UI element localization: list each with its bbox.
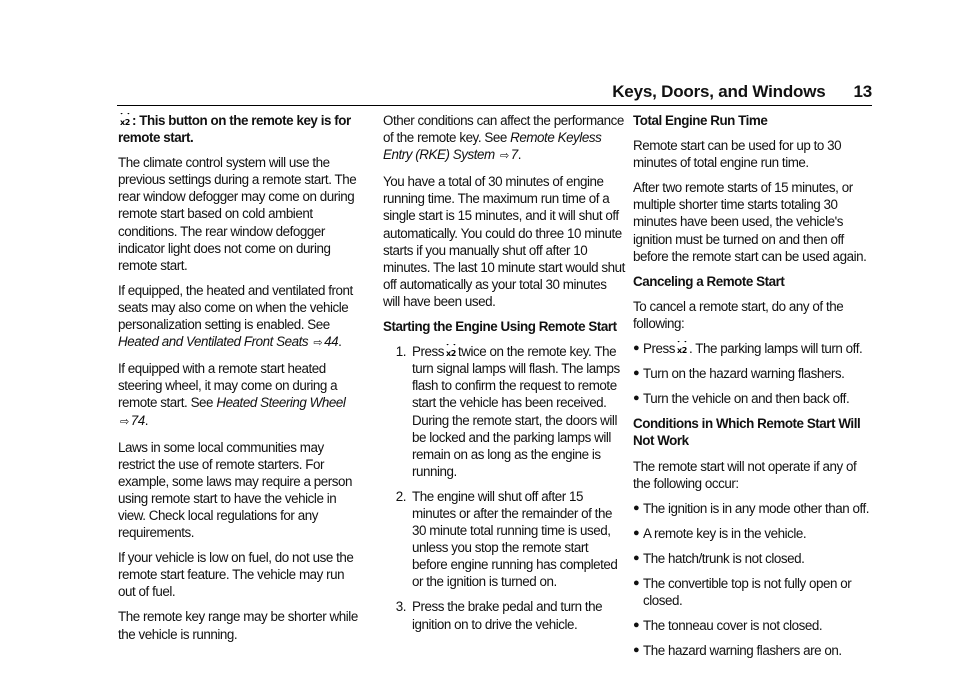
list-item: ● A remote key is in the vehicle.	[633, 525, 807, 541]
cancel-list	[633, 340, 875, 407]
list-item: ● Turn the vehicle on and then back off.	[633, 391, 850, 407]
starting-heading: Starting the Engine Using Remote Start	[383, 319, 617, 335]
bullet-icon: ●	[633, 526, 640, 539]
list-item: ● The hazard warning flashers are on.	[633, 643, 842, 659]
svg-text:x2: x2	[445, 349, 456, 359]
page-ref-icon: ⇨	[499, 150, 509, 163]
conditions-intro: The remote start will not operate if any of the following occur:	[633, 458, 857, 491]
list-item: 2. The engine will shut off after 15 minutes or after the remainder of the 30 minute total running time is used, unless you stop the remote start before engine running has completed or the ignition is turned on.	[395, 488, 618, 590]
bullet-icon: ●	[633, 551, 640, 564]
list-item: ● The hatch/trunk is not closed.	[633, 550, 805, 566]
bullet-icon: ●	[633, 342, 640, 355]
column-1	[118, 112, 360, 651]
page-header	[612, 82, 872, 102]
bullet-icon: ●	[633, 501, 640, 514]
list-item: ● The tonneau cover is not closed.	[633, 618, 823, 634]
list-item: 3. Press the brake pedal and turn the ignition on to drive the vehicle.	[395, 599, 603, 632]
total-run-time-heading: Total Engine Run Time	[633, 113, 768, 128]
cancel-intro: To cancel a remote start, do any of the following:	[633, 298, 844, 331]
remote-start-icon	[118, 113, 132, 127]
column-3	[633, 112, 875, 667]
page-number: 13	[853, 82, 872, 101]
climate-paragraph: The climate control system will use the previous settings during a remote start. The rear window defogger may come on during remote start based on cold ambient conditions. The rear window defogger indicator light does not come on during remote start.	[118, 155, 357, 273]
fuel-paragraph: If your vehicle is low on fuel, do not use the remote start feature. The vehicle may run out of fuel.	[118, 550, 354, 600]
list-item: ● The ignition is in any mode other than off.	[633, 500, 870, 516]
svg-text:x2: x2	[676, 346, 687, 356]
header-rule	[117, 105, 872, 106]
run-time-paragraph: You have a total of 30 minutes of engine running time. The maximum run time of a single start is 15 minutes, and it will shut off automatically. You could do three 10 minute starts if you manually shut off after 10 minutes. The last 10 minute start would shut off automatically as your total 30 minutes will have been used.	[383, 174, 625, 309]
column-2	[383, 112, 625, 641]
bullet-icon: ●	[633, 367, 640, 380]
remote-start-icon	[444, 344, 458, 358]
list-item: ● Press x2 . The parking lamps will turn off.	[633, 341, 863, 357]
section-title: Keys, Doors, and Windows	[612, 82, 826, 101]
remote-start-icon	[675, 341, 689, 355]
start-steps	[383, 343, 625, 633]
list-item: ● Turn on the hazard warning flashers.	[633, 366, 845, 382]
heated-seats-link[interactable]: Heated and Ventilated Front Seats	[118, 334, 309, 350]
svg-text:x2: x2	[120, 118, 130, 127]
restart-paragraph: After two remote starts of 15 minutes, or multiple shorter time starts totaling 30 minutes have been used, the vehicle's ignition must be turned on and then off before the remote start can be used again.	[633, 180, 867, 264]
conditions-list	[633, 500, 875, 660]
list-item: 1. Press x2 twice on the remote key. The turn signal lamps will flash. The lamps flash to confirm the request to remote start the vehicle has been received. During the remote start, the doors will be locked and the parking lamps will remain on as long as the engine is running.	[395, 344, 620, 479]
steering-wheel-paragraph: If equipped with a remote start heated steering wheel, it may come on during a remote start. See Heated Steering Wheel ⇨ 74.	[118, 360, 360, 430]
rke-link[interactable]: Remote Keyless Entry (RKE) System	[383, 130, 602, 163]
laws-paragraph: Laws in some local communities may restrict the use of remote starters. For example, some laws may require a person using remote start to have the vehicle in view. Check local regulations for any requirements.	[118, 439, 353, 541]
conditions-heading: Conditions in Which Remote Start Will Not Work	[633, 416, 861, 449]
page-ref-icon: ⇨	[120, 415, 129, 428]
performance-paragraph: Other conditions can affect the performance of the remote key. See Remote Keyless Entry (RKE) System ⇨ 7.	[383, 112, 625, 165]
bullet-icon: ●	[633, 392, 640, 405]
list-item: ● The convertible top is not fully open or closed.	[633, 575, 852, 609]
steering-wheel-link[interactable]: Heated Steering Wheel	[216, 395, 346, 411]
page-ref-icon: ⇨	[313, 337, 323, 350]
bullet-icon: ●	[633, 644, 640, 657]
canceling-heading: Canceling a Remote Start	[633, 273, 785, 289]
bullet-icon: ●	[633, 576, 640, 589]
range-paragraph: The remote key range may be shorter while the vehicle is running.	[118, 609, 358, 642]
heated-seats-paragraph: If equipped, the heated and ventilated front seats may also come on when the vehicle personalization setting is enabled. See Heated and Ventilated Front Seats ⇨ 44.	[118, 282, 360, 352]
bullet-icon: ●	[633, 619, 640, 632]
run-time-limit-paragraph: Remote start can be used for up to 30 minutes of total engine run time.	[633, 138, 842, 171]
remote-start-button-desc: x2 : This button on the remote key is for remote start.	[118, 113, 351, 146]
